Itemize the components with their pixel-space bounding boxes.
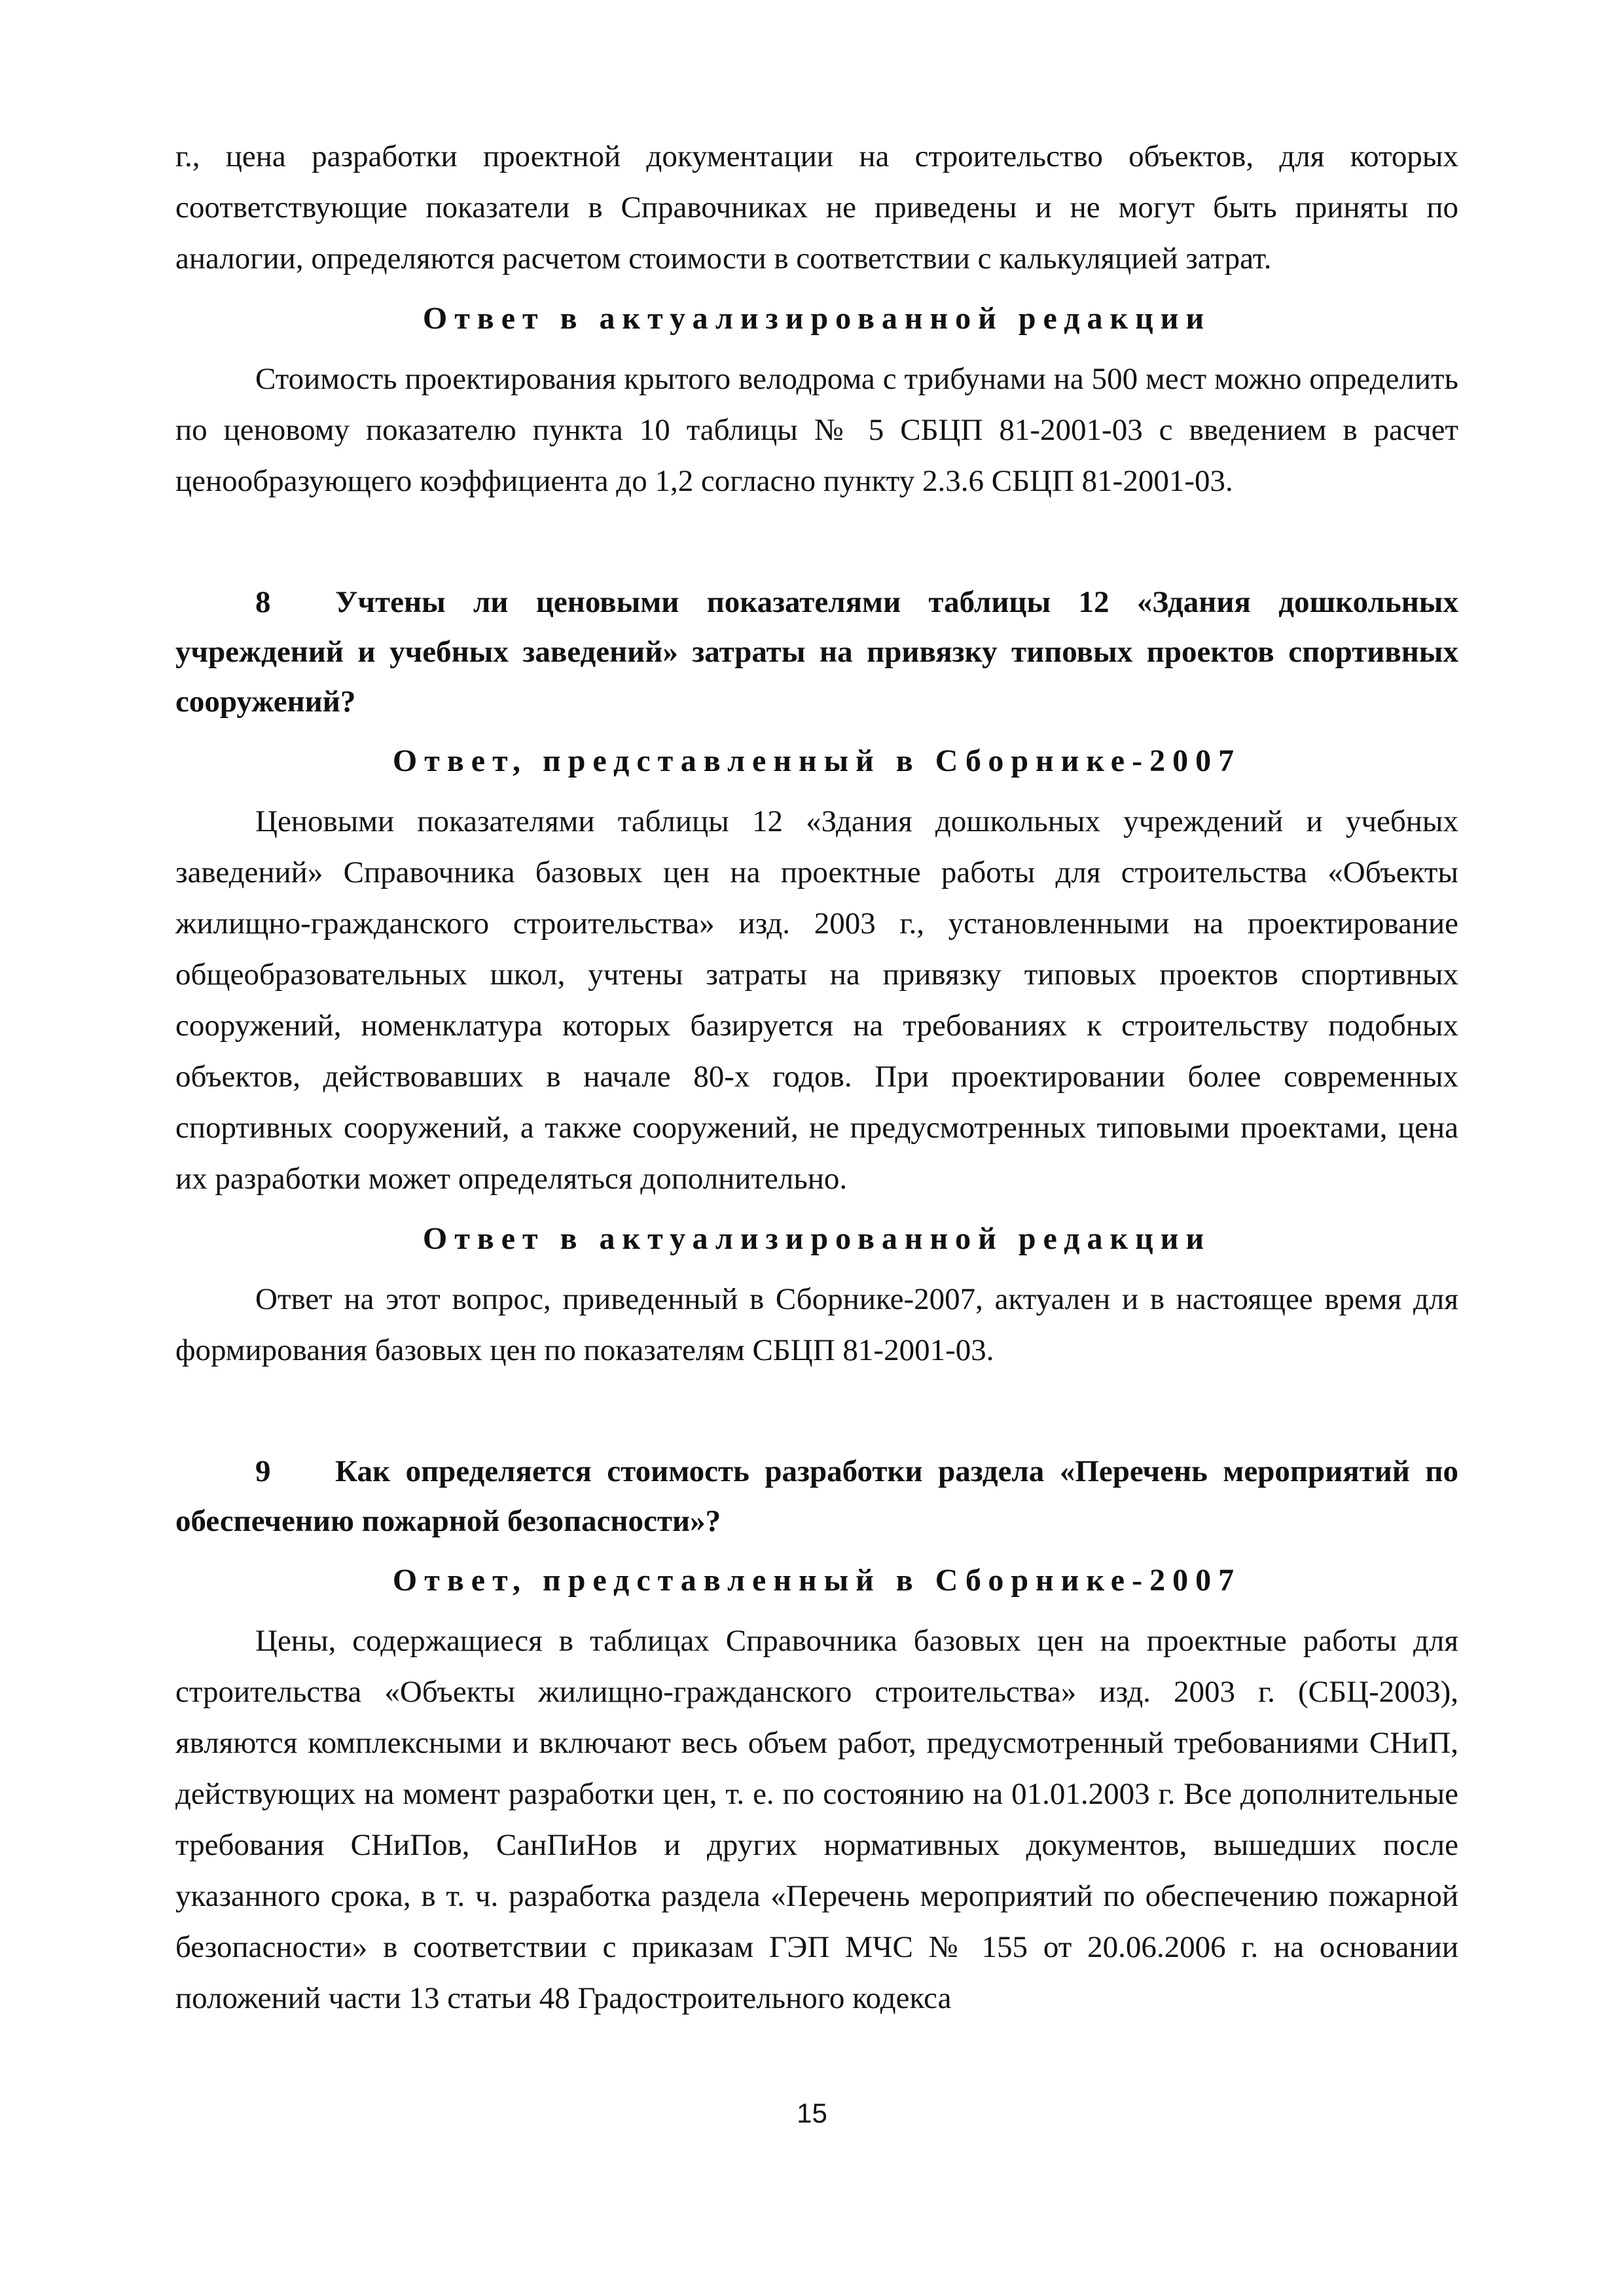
question-number: 8	[255, 585, 271, 619]
page-content	[175, 131, 1458, 2024]
page-number: 15	[797, 2098, 827, 2128]
question-9	[175, 1446, 1458, 1546]
continuation-paragraph: г., цена разработки проектной документации на строительство объектов, для которых соответствующие показатели в Справочниках не приведены и не могут быть приняты по аналогии, определяются расчетом стоимости в соответствии с калькуляцией затрат.	[175, 139, 1458, 276]
answer-paragraph-updated: Стоимость проектирования крытого велодрома с трибунами на 500 мест можно определить по ценовому показателю пункта 10 таблицы № 5 СБЦП 81-2001-03 с введением в расчет ценообразующего коэффициента до 1,2 согласно пункту 2.3.6 СБЦП 81-2001-03.	[175, 362, 1458, 498]
question-text: Как определяется стоимость разработки раздела «Перечень мероприятий по обеспечению пожарной безопасности»?	[175, 1454, 1458, 1538]
question-number: 9	[255, 1454, 271, 1488]
question-8	[175, 577, 1458, 726]
section-heading-updated: Ответ в актуализированной редакции	[422, 301, 1212, 336]
section-heading-2007: Ответ, представленный в Сборнике-2007	[392, 1563, 1242, 1598]
section-heading-2007: Ответ, представленный в Сборнике-2007	[392, 744, 1242, 778]
answer-paragraph-2007: Цены, содержащиеся в таблицах Справочника базовых цен на проектные работы для строительства «Объекты жилищно-гражданского строительства» изд. 2003 г. (СБЦ-2003), являются комплексными и включают весь объем работ, предусмотренный требованиями СНиП, действующих на момент разработки цен, т. е. по состоянию на 01.01.2003 г. Все дополнительные требования СНиПов, СанПиНов и других нормативных документов, вышедших после указанного срока, в т. ч. разработка раздела «Перечень мероприятий по обеспечению пожарной безопасности» в соответствии с приказам ГЭП МЧС № 155 от 20.06.2006 г. на основании положений части 13 статьи 48 Градостроительного кодекса	[175, 1624, 1458, 2015]
answer-paragraph-updated: Ответ на этот вопрос, приведенный в Сборнике-2007, актуален и в настоящее время для формирования базовых цен по показателям СБЦП 81-2001-03.	[175, 1282, 1458, 1367]
section-gap	[175, 507, 1458, 577]
answer-paragraph-2007: Ценовыми показателями таблицы 12 «Здания дошкольных учреждений и учебных заведений» Справочника базовых цен на проектные работы для строительства «Объекты жилищно-гражданского строительства» изд. 2003 г., установленными на проектирование общеобразовательных школ, учтены затраты на привязку типовых проектов спортивных сооружений, номенклатура которых базируется на требованиях к строительству подобных объектов, действовавших в начале 80-х годов. При проектировании более современных спортивных сооружений, а также сооружений, не предусмотренных типовыми проектами, цена их разработки может определяться дополнительно.	[175, 804, 1458, 1196]
section-heading-updated: Ответ в актуализированной редакции	[422, 1221, 1212, 1256]
section-gap	[175, 1376, 1458, 1446]
question-text: Учтены ли ценовыми показателями таблицы 12 «Здания дошкольных учреждений и учебных заведений» затраты на привязку типовых проектов спортивных сооружений?	[175, 585, 1458, 719]
